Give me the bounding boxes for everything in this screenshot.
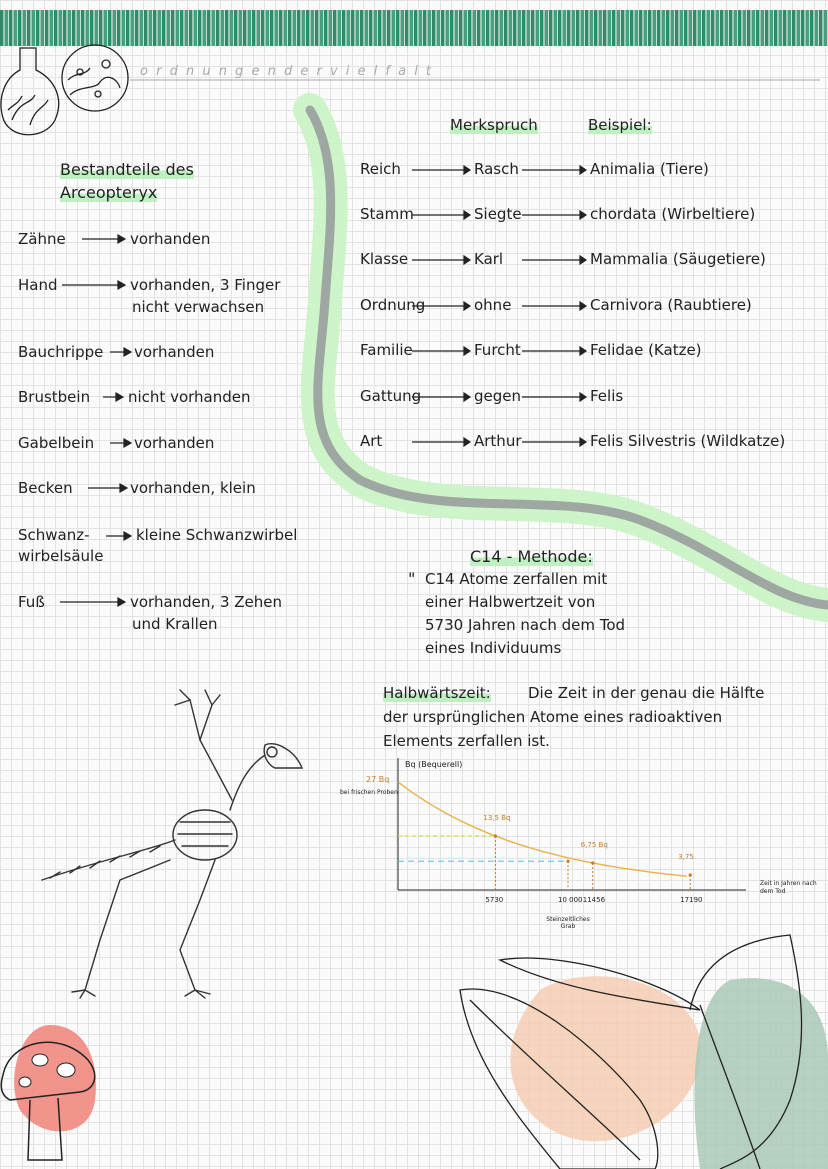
row-gabelbein-value: vorhanden [134,434,215,452]
header-title-script: o r d n u n g e n d e r v i e l f a l t [140,64,434,79]
globe-bottle-icon [62,45,128,111]
chart-point-label: 6,75 Bq [580,841,608,849]
hwz-line-1: Die Zeit in der genau die Hälfte [528,684,765,702]
taxonomy-example: Animalia (Tiere) [590,160,709,178]
taxonomy-example: chordata (Wirbeltiere) [590,205,756,223]
taxonomy-arrow-head [464,256,470,264]
row-fuss-value: vorhanden, 3 Zehen [130,593,283,611]
taxonomy-rank: Gattung [360,387,422,405]
taxonomy-mnemonic: Siegte [474,205,522,223]
taxonomy-example: Mammalia (Säugetiere) [590,250,766,268]
c14-line-1: C14 Atome zerfallen mit [425,570,608,588]
taxonomy-arrow-head [464,302,470,310]
green-blob [694,978,828,1169]
row-fuss-value2: und Krallen [132,615,218,633]
c14-bullet: " [408,569,416,588]
chart-x-tick-label: 11456 [582,896,606,904]
row-zaehne-value: vorhanden [130,230,211,248]
taxonomy-rank: Klasse [360,250,409,268]
row-bauchrippe-label: Bauchrippe [18,343,104,361]
hwz-line-3: Elements zerfallen ist. [383,732,550,750]
row-schwanz-label2: wirbelsäule [18,547,104,565]
taxonomy-arrow-head [580,211,586,219]
bottle-icon [1,48,59,135]
chart-x-tick-label: 5730 [485,896,504,904]
taxonomy-rank: Ordnung [360,296,426,314]
taxonomy-mnemonic: gegen [474,387,522,405]
taxonomy-arrow-head [580,302,586,310]
row-becken-value: vorhanden, klein [130,479,256,497]
taxonomy-mnemonic: Furcht [474,341,521,359]
chart-point [689,873,692,876]
chart-ylabel: Bq (Bequerell) [405,760,463,769]
row-hand-value2: nicht verwachsen [132,298,265,316]
c14-line-3: 5730 Jahren nach dem Tod [425,616,626,634]
chart-xlabel: Zeit in Jahren nach dem Tod [760,880,817,895]
row-zaehne-label: Zähne [18,230,66,248]
taxonomy-arrow-head [464,166,470,174]
taxonomy-arrow-head [580,256,586,264]
taxonomy-arrow-head [580,393,586,401]
row-hand-label: Hand [18,276,58,294]
hwz-line-2: der ursprünglichen Atome eines radioaktiven [383,708,723,726]
row-fuss-label: Fuß [18,593,45,611]
chart-point [566,860,569,863]
chart-x-tick-label: 17190 [680,896,703,904]
taxonomy-arrow-head [580,347,586,355]
row-schwanz-value: kleine Schwanzwirbel [136,526,298,544]
taxonomy-arrow-head [580,166,586,174]
halbwertszeit-chart [398,758,746,890]
taxonomy-arrow-head [464,347,470,355]
chart-point [494,834,497,837]
row-hand-value: vorhanden, 3 Finger [130,276,281,294]
taxonomy-example: Felis Silvestris (Wildkatze) [590,432,786,450]
chart-x-tick-note: Steinzeitliches Grab [546,916,590,930]
chart-point-label: 13,5 Bq [483,814,511,822]
chart-y-start-note: bei frischen Proben [340,789,398,796]
col-beispiel: Beispiel: [588,116,652,134]
taxonomy-arrow-head [464,211,470,219]
row-becken-label: Becken [18,479,73,497]
taxonomy-rank: Familie [360,341,413,359]
taxonomy-rank: Art [360,432,383,450]
taxonomy-mnemonic: Arthur [474,432,522,450]
c14-heading: C14 - Methode: [470,547,593,566]
taxonomy-rank: Reich [360,160,401,178]
hwz-term: Halbwärtszeit: [383,684,491,702]
archaeopteryx-skeleton [42,690,302,998]
bestandteile-heading-2: Arceopteryx [60,183,158,202]
c14-line-2: einer Halbwertzeit von [425,593,596,611]
row-gabelbein-label: Gabelbein [18,434,95,452]
taxonomy-mnemonic: ohne [474,296,512,314]
chart-point-label: 3,75 [678,853,694,861]
row-brustbein-value: nicht vorhanden [128,388,251,406]
row-brustbein-label: Brustbein [18,388,91,406]
chart-x-tick-label: 10 000 [558,896,583,904]
row-schwanz-label: Schwanz- [18,526,90,544]
col-merkspruch: Merkspruch [450,116,538,134]
chart-point [591,861,594,864]
chart-decay-curve [398,782,687,876]
taxonomy-mnemonic: Karl [474,250,504,268]
taxonomy-arrow-head [580,438,586,446]
mushroom-icon [1,1025,96,1160]
chart-y-start-label: 27 Bq [366,775,390,784]
peach-blob [510,976,701,1141]
row-bauchrippe-value: vorhanden [134,343,215,361]
taxonomy-rank: Stamm [360,205,414,223]
taxonomy-example: Felis [590,387,624,405]
taxonomy-arrow-head [464,393,470,401]
c14-line-4: eines Individuums [425,639,562,657]
bestandteile-heading-1: Bestandteile des [60,160,194,179]
taxonomy-arrow-head [464,438,470,446]
taxonomy-mnemonic: Rasch [474,160,519,178]
taxonomy-example: Felidae (Katze) [590,341,702,359]
taxonomy-example: Carnivora (Raubtiere) [590,296,752,314]
